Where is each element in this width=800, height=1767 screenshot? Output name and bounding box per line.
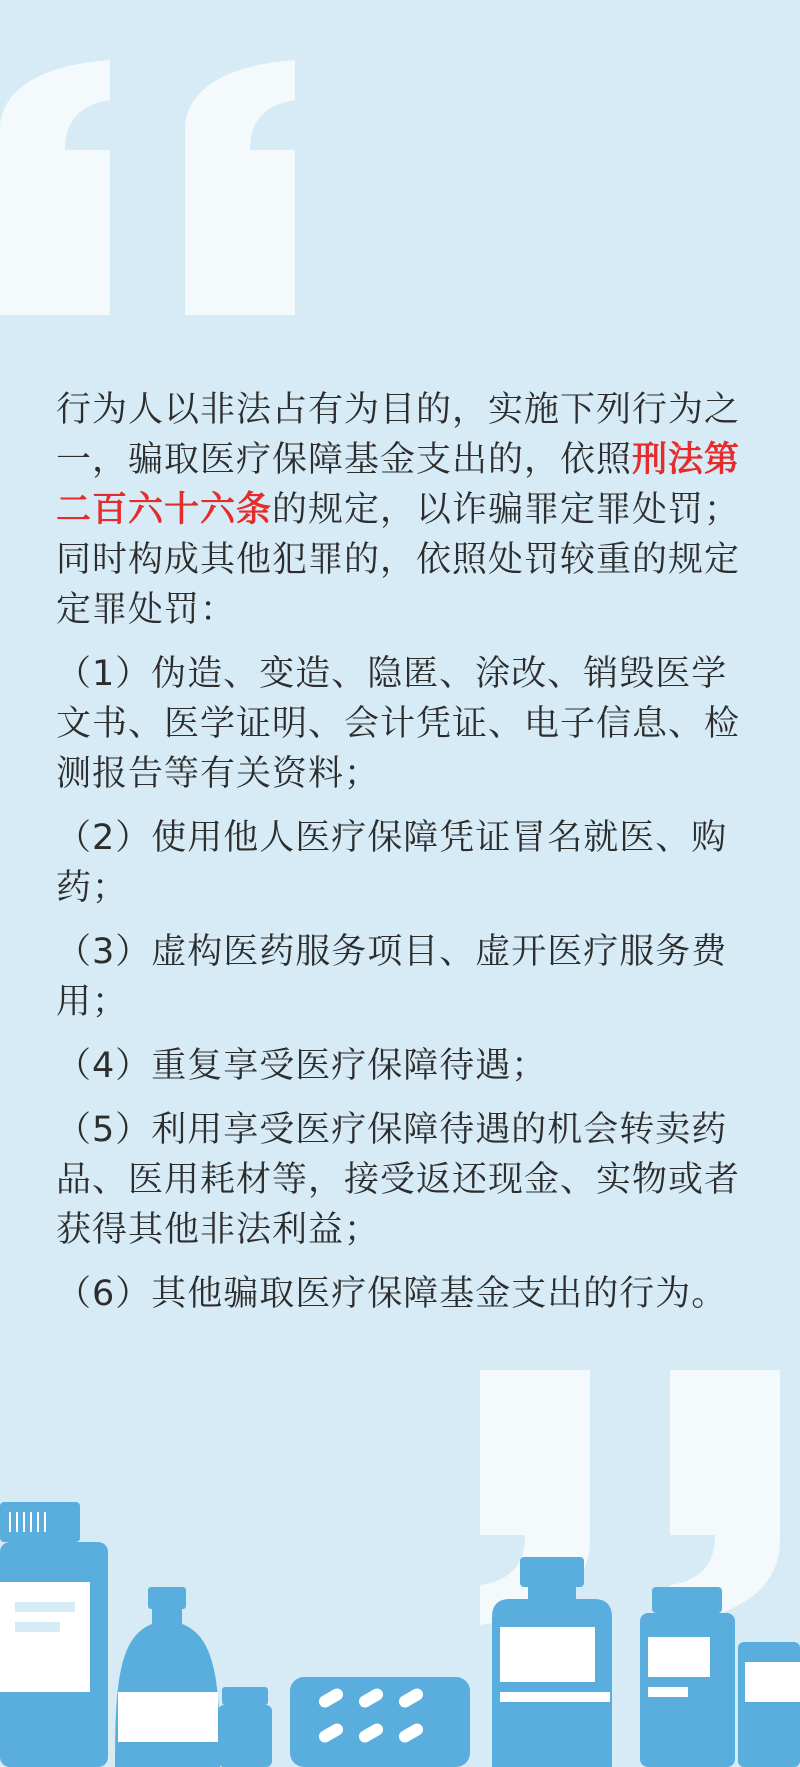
list-item-6: （6）其他骗取医疗保障基金支出的行为。 xyxy=(56,1274,728,1314)
intro-text-end: 的规定，以诈骗罪定罪处罚；同时构成其他犯罪的，依照处罚较重的规定定罪处罚： xyxy=(56,490,741,630)
pill-blister-icon xyxy=(290,1677,470,1767)
list-item-1: （1）伪造、变造、隐匿、涂改、销毁医学文书、医学证明、会计凭证、电子信息、检测报告等有关资料； xyxy=(56,654,741,794)
law-article-highlight: 刑法第二百六十六条 xyxy=(56,440,741,530)
intro-text-start: 行为人以非法占有为目的，实施下列行为之一，骗取医疗保障基金支出的，依照 xyxy=(56,390,741,480)
medicine-bottles-illustration xyxy=(0,1487,800,1767)
right-bottle-icon xyxy=(640,1587,735,1767)
intro-paragraph xyxy=(56,385,746,635)
list-item-5: （5）利用享受医疗保障待遇的机会转卖药品、医用耗材等，接受返还现金、实物或者获得其他非法利益； xyxy=(56,1110,741,1250)
list-item-4: （4）重复享受医疗保障待遇； xyxy=(56,1046,548,1086)
edge-bottle-icon xyxy=(738,1642,800,1767)
round-flask-icon xyxy=(115,1587,220,1767)
article-body xyxy=(56,385,746,1333)
list-item-2: （2）使用他人医疗保障凭证冒名就医、购药； xyxy=(56,818,728,908)
open-quote-icon xyxy=(0,60,320,320)
tall-bottle-icon xyxy=(492,1557,612,1767)
list-item-3: （3）虚构医药服务项目、虚开医疗服务费用； xyxy=(56,932,728,1022)
large-bottle-left-icon xyxy=(0,1502,108,1767)
small-bottle-icon xyxy=(218,1687,272,1767)
